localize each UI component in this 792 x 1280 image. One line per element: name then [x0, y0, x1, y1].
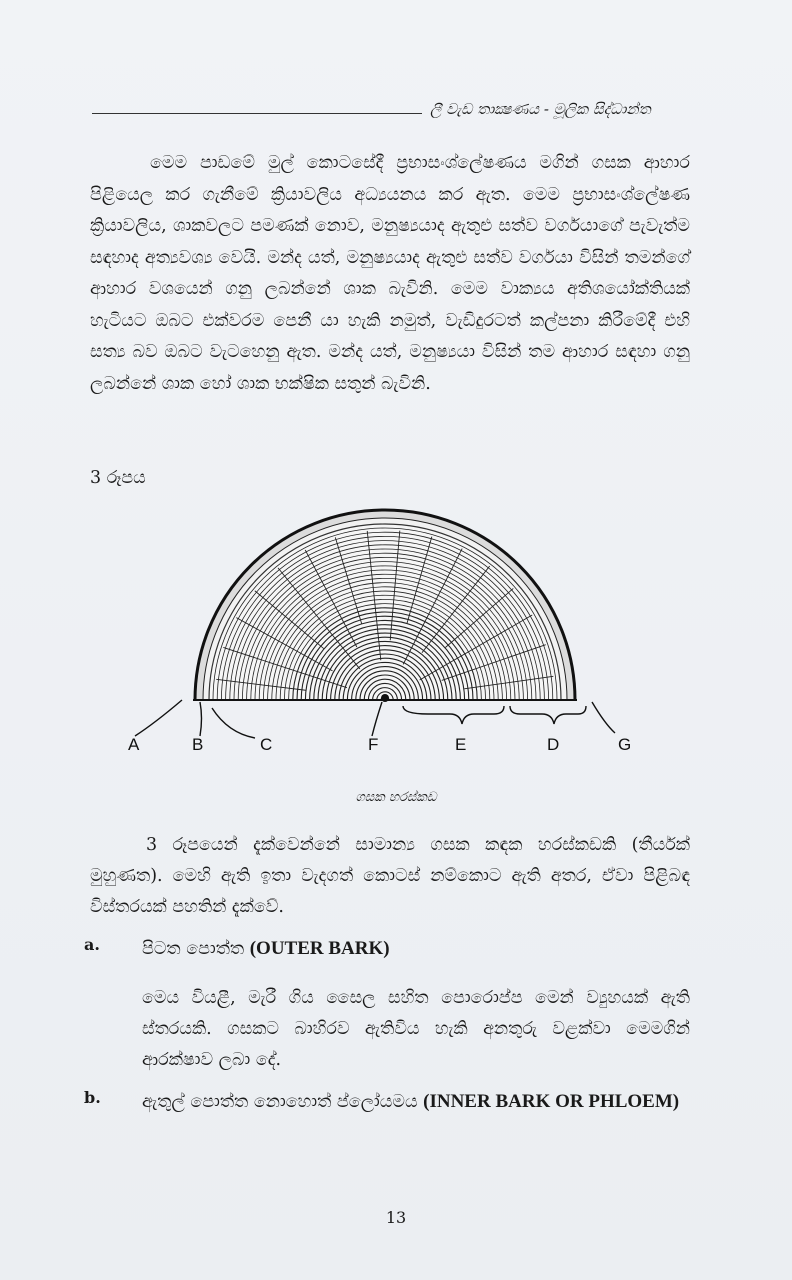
- figure-letter-b: B: [192, 735, 204, 754]
- figure-letter-d: D: [547, 735, 560, 754]
- figure-letter-c: C: [260, 735, 273, 754]
- figure-caption: ගසක හරස්කඩ: [355, 790, 437, 805]
- section-heading-si: ඇතුල් පොත්ත නොහොත් ප්ලෝයමය: [142, 1092, 418, 1112]
- intro-paragraph-text: මෙම පාඩමේ මුල් කොටසේදී ප්‍රභාසංශ්ලේෂණය මගින් ගසක ආහාර පිළියෙල කර ගැනීමේ ක්‍රියාවලිය අධ්‍යයනය කර ඇත. මෙම ප්‍රභාසංශ්ලේෂණ ක්‍රියාවලිය, ශාකවලට පමණක් නොව, මනුෂ්‍යයාද ඇතුළු සත්ව වර්ගයාගේ පැවැත්ම සඳහාද අත්‍යවශ්‍ය වෙයි. මන්ද යත්, මනුෂ්‍යයාද ඇතුළු සත්ව වර්ගයා විසින් තමන්ගේ ආහාර වශයෙන් ගනු ලබන්නේ ශාක බැවිනි. මෙම වාක්‍යය අතිශයෝක්තියක් හැටියට ඔබට එක්වරම පෙනී යා හැකි නමුත්, වැඩිදුරටත් කල්පනා කිරීමේදී එහි සත්‍ය බව ඔබට වැටහෙනු ඇත. මන්ද යත්, මනුෂ්‍යයා විසින් තම ආහාර සඳහා ගනු ලබන්නේ ශාක හෝ ශාක භක්ෂික සතුන් බැවිනි.: [90, 153, 690, 394]
- tree-cross-section-illustration: [110, 488, 640, 763]
- intro-paragraph: [90, 148, 690, 400]
- section-heading-en: (INNER BARK OR PHLOEM): [423, 1091, 680, 1112]
- figure-letter-g: G: [618, 735, 632, 754]
- running-header: ලී වැඩ තාක්‍ෂණය - මූලික සිද්ධාන්ත: [430, 100, 651, 118]
- section-letter: a.: [84, 935, 100, 954]
- section-heading-en: (OUTER BARK): [249, 938, 390, 959]
- section-body: මෙය වියළී, මැරී ගිය සෛල සහිත පොරොප්ප මෙන් ව්‍යුහයක් ඇති ස්තරයකි. ගසකට බාහිරව ඇතිවිය හැකි අනතුරු වළක්වා මෙමගින් ආරක්ෂාව ලබා දේ.: [142, 988, 690, 1070]
- section-outer-bark: [84, 935, 696, 1076]
- section-heading: [142, 935, 696, 963]
- figure-paragraph-text: 3 රූපයෙන් දැක්වෙන්නේ සාමාන්‍ය ගසක කඳක හරස්කඩකි (තීර්යක් මුහුණත). මෙහි ඇති ඉතා වැදගත් කොටස් නම්කොට ඇති අතර, ඒවා පිළිබඳ විස්තරයක් පහතින් දැක්වේ.: [90, 835, 690, 917]
- section-inner-bark: [84, 1088, 696, 1116]
- figure-paragraph: [90, 830, 690, 923]
- figure-letter-a: A: [128, 735, 140, 754]
- section-heading: [142, 1088, 696, 1116]
- figure-letter-e: E: [455, 735, 467, 754]
- section-heading-si: පිටත පොත්ත: [142, 939, 245, 959]
- section-letter: b.: [84, 1088, 101, 1107]
- figure-label: 3 රූපය: [90, 468, 146, 488]
- header-rule: [92, 113, 422, 114]
- page-number: 13: [385, 1208, 407, 1227]
- tree-cross-section-figure: [110, 488, 640, 763]
- figure-letter-f: F: [368, 735, 379, 754]
